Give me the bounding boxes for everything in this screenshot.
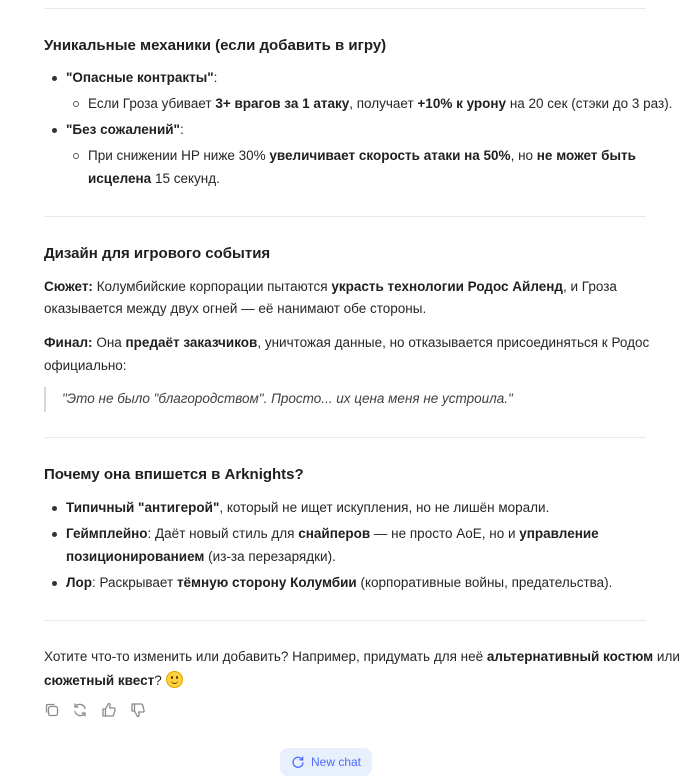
bold-text: 3+ врагов за 1 атаку [215,96,350,111]
text: — не просто AoE, но и [370,526,520,541]
plot-paragraph [44,278,617,296]
text: При снижении HP ниже 30% [88,148,270,163]
text: Если Гроза убивает [88,96,216,111]
bold-text: украсть технологии Родос Айленд [331,279,563,294]
bold-text: управление [519,526,599,541]
regenerate-icon[interactable] [71,701,89,719]
text: ? [154,673,166,688]
section-heading-event: Дизайн для игрового события [44,245,271,262]
text: , который не ищет искупления, но не лишён морали. [219,500,550,515]
bold-text: сюжетный квест [44,673,155,688]
bold-text: позиционированием [66,549,205,564]
bold-text: Лор [66,575,92,590]
bold-text: Геймплейно [66,526,148,541]
blockquote: "Это не было "благородством". Просто... их цена меня не устроила." [62,391,513,406]
section-heading-mechanics: Уникальные механики (если добавить в игру) [44,37,387,54]
text: Она [92,335,126,350]
text: , получает [349,96,418,111]
bold-text: снайперов [298,526,371,541]
final-paragraph-continuation: официально: [44,358,127,373]
text: Колумбийские корпорации пытаются [92,279,332,294]
colon: : [213,70,218,85]
text: (корпоративные войны, предательства). [356,575,613,590]
list-subitem [88,147,636,165]
list-item-gameplay-continuation [66,548,336,566]
bold-text: исцелена [88,171,152,186]
list-item-antihero [66,499,549,517]
bold-text: +10% к урону [417,96,507,111]
list-subitem-continuation [88,170,220,188]
text: , уничтожая данные, но отказывается присоединяться к Родос [257,335,650,350]
bold-text: не может быть [536,148,636,163]
text: 15 секунд. [151,171,220,186]
list-item-gameplay [66,525,599,543]
text: , и Гроза [562,279,617,294]
text: : Раскрывает [91,575,177,590]
list-item-dangerous-contracts [66,69,217,87]
smile-emoji-icon [166,671,183,688]
divider [44,8,646,9]
section-heading-why: Почему она впишется в Arknights? [44,466,304,483]
text: (из-за перезарядки). [204,549,336,564]
text: : Даёт новый стиль для [147,526,299,541]
closing-paragraph-continuation [44,671,183,690]
sub-bullet [73,101,79,107]
text: или [653,649,680,664]
text: , но [510,148,537,163]
new-chat-button[interactable] [280,748,372,776]
new-chat-label: New chat [310,755,362,769]
divider [44,216,646,217]
closing-paragraph [44,648,680,666]
text: на 20 сек (стэки до 3 раз). [506,96,673,111]
copy-icon[interactable] [43,701,61,719]
bullet [52,532,57,537]
bullet [52,581,57,586]
sub-bullet [73,153,79,159]
plot-label: Сюжет: [44,279,93,294]
new-chat-icon [291,755,305,769]
blockquote-bar [44,387,46,412]
final-label: Финал: [44,335,93,350]
list-item-lore [66,574,612,592]
thumbs-down-icon[interactable] [129,701,147,719]
item-title: "Без сожалений" [66,122,180,137]
list-item-no-regrets [66,121,184,139]
text: Хотите что-то изменить или добавить? Например, придумать для неё [44,649,487,664]
bold-text: предаёт заказчиков [125,335,258,350]
colon: : [179,122,184,137]
bold-text: тёмную сторону Колумбии [176,575,357,590]
bold-text: Типичный "антигерой" [66,500,220,515]
list-subitem [88,95,672,113]
bullet [52,76,57,81]
bold-text: альтернативный костюм [486,649,654,664]
divider [44,437,646,438]
thumbs-up-icon[interactable] [100,701,118,719]
divider [44,620,646,621]
final-paragraph [44,334,649,352]
item-title: "Опасные контракты" [66,70,214,85]
bold-text: увеличивает скорость атаки на 50% [269,148,511,163]
plot-paragraph-continuation: оказывается между двух огней — её нанимают обе стороны. [44,301,427,316]
bullet [52,506,57,511]
bullet [52,128,57,133]
